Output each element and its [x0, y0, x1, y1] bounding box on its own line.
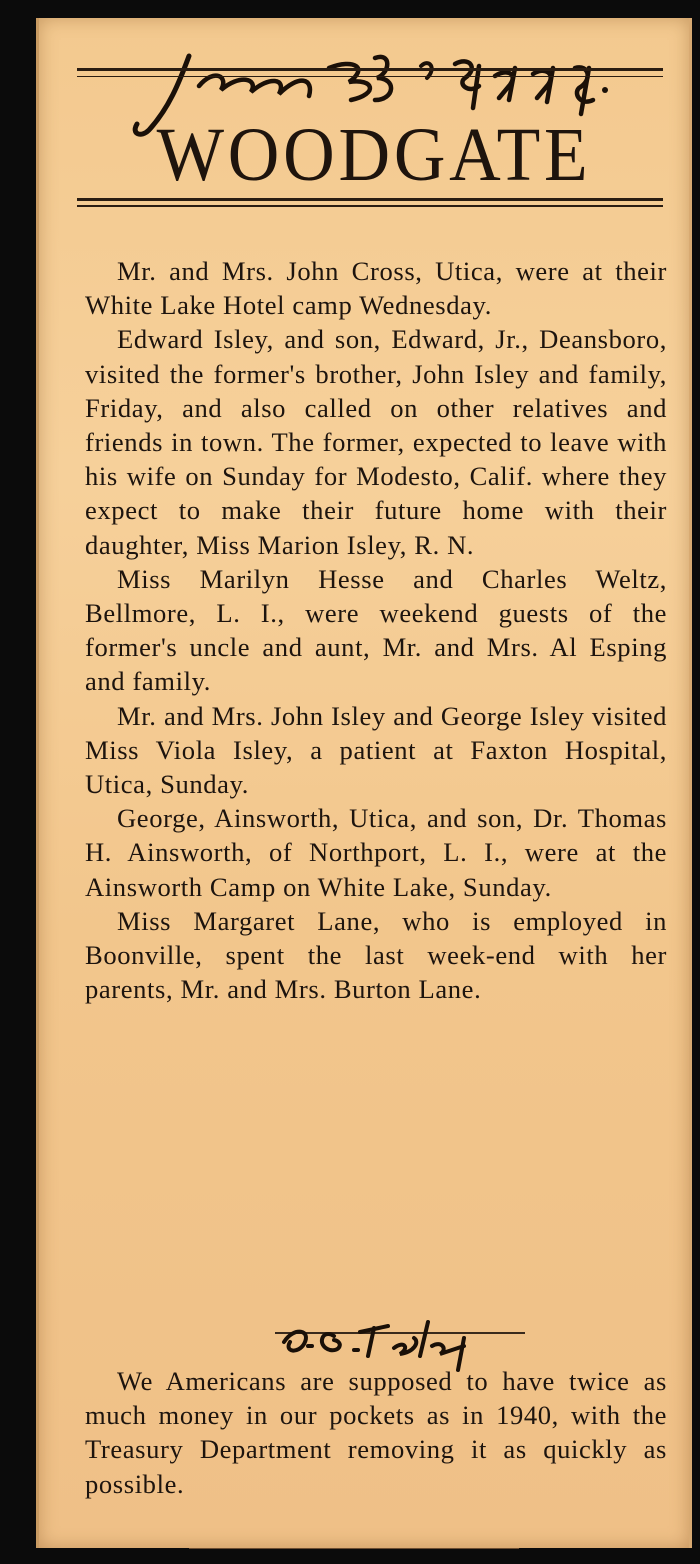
paragraph-1: Mr. and Mrs. John Cross, Utica, were at their White Lake Hotel camp Wednesday. [85, 256, 667, 321]
bottom-rule [189, 1548, 519, 1549]
header-top-rule-thin [77, 76, 663, 77]
header-bottom-rule-thin [77, 205, 663, 207]
article-body [85, 254, 667, 1006]
paragraph-5: George, Ainsworth, Utica, and son, Dr. Thomas H. Ainsworth, of Northport, L. I., were at the Ainsworth Camp on White Lake, Sunday. [85, 803, 667, 902]
paragraph-2: Edward Isley, and son, Edward, Jr., Deansboro, visited the former's brother, John Isley and family, Friday, and also called on other relatives and friends in town. The former, expected to leave with his wife on Sunday for Modesto, Calif. where they expect to make their future home with their daughter, Miss Marion Isley, R. N. [85, 324, 667, 560]
paragraph-4: Mr. and Mrs. John Isley and George Isley visited Miss Viola Isley, a patient at Faxton Hospital, Utica, Sunday. [85, 700, 667, 800]
footer-quip: We Americans are supposed to have twice as much money in our pockets as in 1940, with the Treasury Department removing it as quickly as possible. [85, 1366, 667, 1499]
newspaper-clipping [36, 18, 692, 1548]
header-bottom-rule [77, 198, 663, 201]
paragraph-3: Miss Marilyn Hesse and Charles Weltz, Bellmore, L. I., were weekend guests of the former's uncle and aunt, Mr. and Mrs. Al Esping and family. [85, 563, 667, 697]
handwritten-signature [264, 1312, 504, 1372]
header-top-rule [77, 68, 663, 71]
paragraph-6: Miss Margaret Lane, who is employed in Boonville, spent the last week-end with her parents, Mr. and Mrs. Burton Lane. [85, 905, 667, 1005]
headline: WOODGATE [156, 113, 592, 197]
